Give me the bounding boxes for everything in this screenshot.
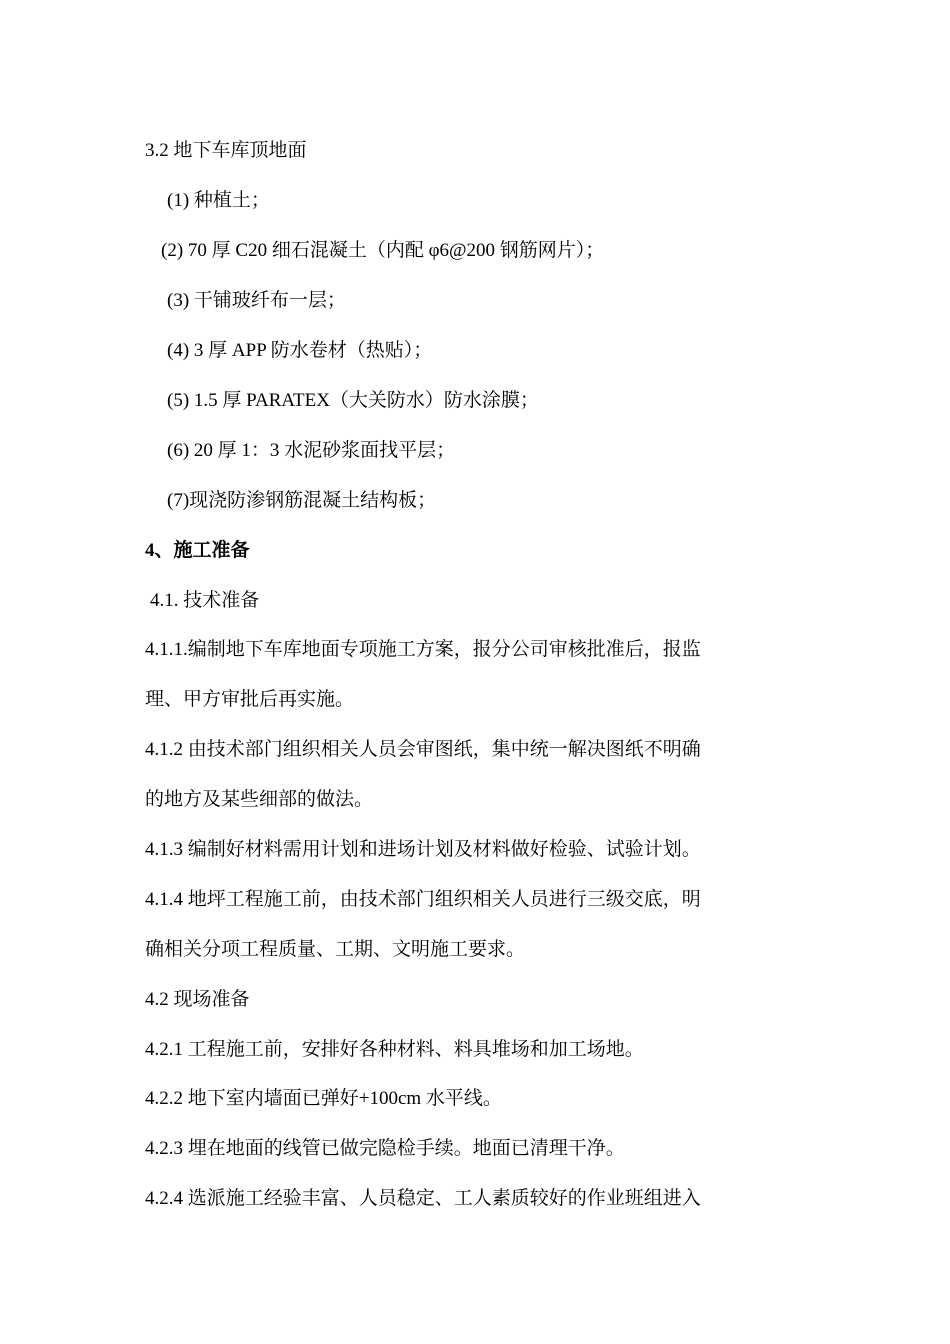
- section-4-1-heading: 4.1. 技术准备: [150, 590, 260, 611]
- section-4-2-heading: 4.2 现场准备: [145, 989, 250, 1010]
- list-item: (4) 3 厚 APP 防水卷材（热贴）；: [167, 340, 433, 361]
- paragraph-4-1-2-line2: 的地方及某些细部的做法。: [145, 789, 374, 810]
- paragraph-4-2-2: 4.2.2 地下室内墙面已弹好+100cm 水平线。: [145, 1088, 502, 1109]
- list-item: (1) 种植土；: [167, 190, 270, 211]
- list-item: (6) 20 厚 1：3 水泥砂浆面找平层；: [167, 440, 456, 461]
- paragraph-4-1-3: 4.1.3 编制好材料需用计划和进场计划及材料做好检验、试验计划。: [145, 839, 701, 860]
- paragraph-4-1-4-line1: 4.1.4 地坪工程施工前，由技术部门组织相关人员进行三级交底，明: [145, 889, 701, 910]
- list-item: (2) 70 厚 C20 细石混凝土（内配 φ6@200 钢筋网片）；: [161, 240, 605, 261]
- paragraph-4-1-4-line2: 确相关分项工程质量、工期、文明施工要求。: [145, 939, 526, 960]
- paragraph-4-1-1-line2: 理、甲方审批后再实施。: [145, 689, 355, 710]
- paragraph-4-2-4: 4.2.4 选派施工经验丰富、人员稳定、工人素质较好的作业班组进入: [145, 1188, 701, 1209]
- section-4-heading: 4、施工准备: [145, 540, 250, 561]
- list-item: (7)现浇防渗钢筋混凝土结构板；: [167, 490, 437, 511]
- list-item: (5) 1.5 厚 PARATEX（大关防水）防水涂膜；: [167, 390, 539, 411]
- paragraph-4-1-2-line1: 4.1.2 由技术部门组织相关人员会审图纸，集中统一解决图纸不明确: [145, 739, 701, 760]
- section-3-2-heading: 3.2 地下车库顶地面: [145, 140, 307, 161]
- paragraph-4-2-3: 4.2.3 埋在地面的线管已做完隐检手续。地面已清理干净。: [145, 1138, 625, 1159]
- list-item: (3) 干铺玻纤布一层；: [167, 290, 346, 311]
- paragraph-4-1-1-line1: 4.1.1.编制地下车库地面专项施工方案，报分公司审核批准后，报监: [145, 639, 701, 660]
- paragraph-4-2-1: 4.2.1 工程施工前，安排好各种材料、料具堆场和加工场地。: [145, 1039, 644, 1060]
